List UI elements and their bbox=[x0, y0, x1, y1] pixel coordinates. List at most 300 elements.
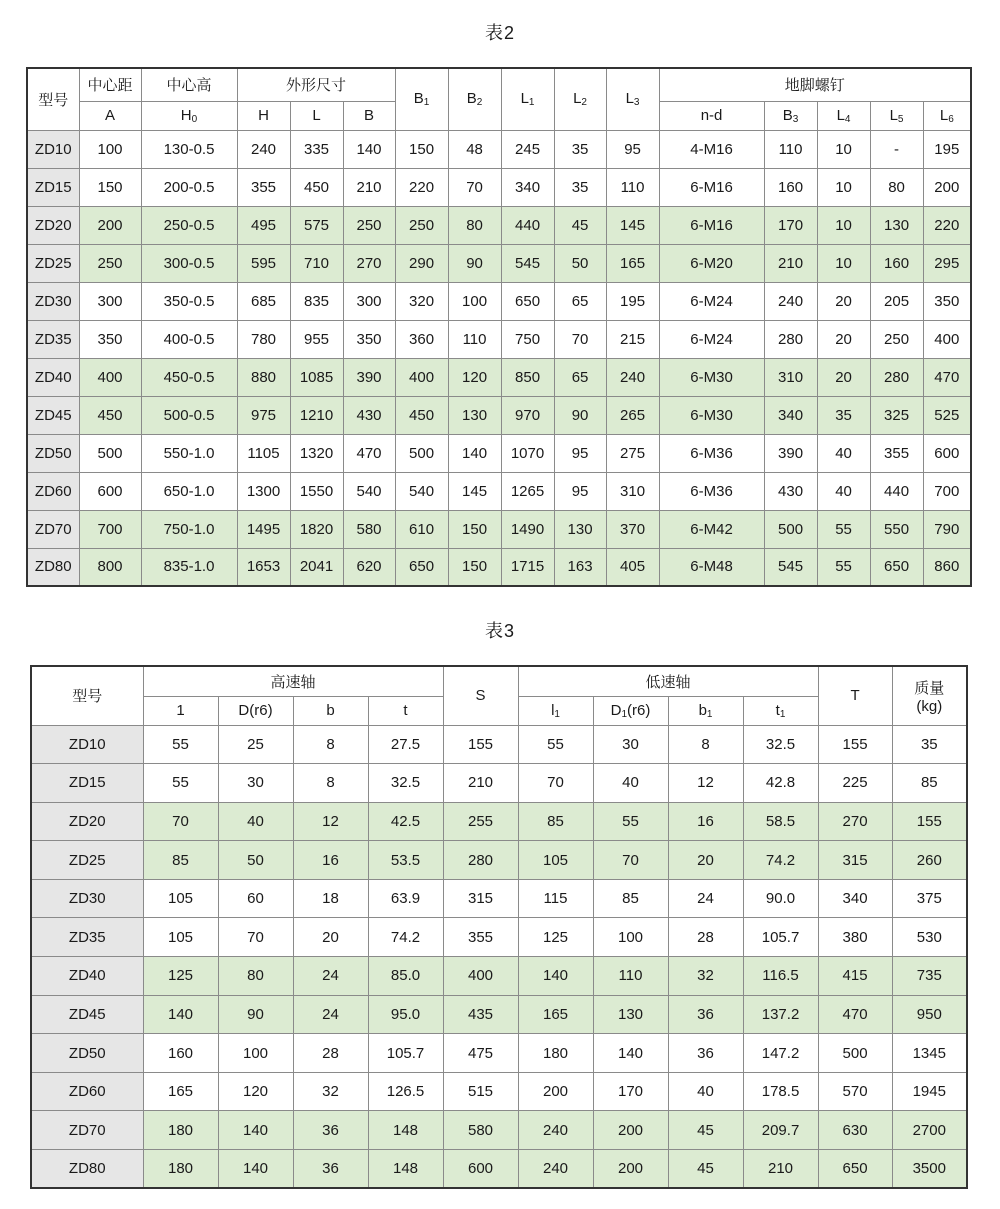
value-cell: 470 bbox=[343, 434, 395, 472]
value-cell: 10 bbox=[817, 130, 870, 168]
value-cell: 50 bbox=[554, 244, 606, 282]
value-cell: - bbox=[870, 130, 923, 168]
value-cell: 450 bbox=[290, 168, 343, 206]
value-cell: 500 bbox=[79, 434, 141, 472]
value-cell: 6-M20 bbox=[659, 244, 764, 282]
value-cell: 40 bbox=[817, 434, 870, 472]
value-cell: 325 bbox=[870, 396, 923, 434]
value-cell: 74.2 bbox=[743, 841, 818, 880]
model-cell: ZD45 bbox=[27, 396, 79, 434]
value-cell: 130 bbox=[593, 995, 668, 1034]
value-cell: 155 bbox=[818, 725, 892, 764]
value-cell: 130 bbox=[870, 206, 923, 244]
value-cell: 28 bbox=[668, 918, 743, 957]
value-cell: 430 bbox=[343, 396, 395, 434]
value-cell: 440 bbox=[870, 472, 923, 510]
table-row bbox=[31, 725, 967, 764]
value-cell: 55 bbox=[518, 725, 593, 764]
value-cell: 580 bbox=[443, 1111, 518, 1150]
value-cell: 155 bbox=[892, 802, 967, 841]
header-high-speed-shaft: 高速轴 bbox=[143, 666, 443, 696]
value-cell: 65 bbox=[554, 282, 606, 320]
table-row bbox=[31, 879, 967, 918]
value-cell: 545 bbox=[501, 244, 554, 282]
value-cell: 32 bbox=[668, 957, 743, 996]
value-cell: 42.5 bbox=[368, 802, 443, 841]
value-cell: 1210 bbox=[290, 396, 343, 434]
value-cell: 300 bbox=[343, 282, 395, 320]
header-b1: $B_1$ bbox=[395, 68, 448, 130]
value-cell: 8 bbox=[293, 764, 368, 803]
model-cell: ZD45 bbox=[31, 995, 143, 1034]
value-cell: 1945 bbox=[892, 1072, 967, 1111]
value-cell: 35 bbox=[817, 396, 870, 434]
value-cell: 55 bbox=[817, 548, 870, 586]
value-cell: 530 bbox=[892, 918, 967, 957]
model-cell: ZD30 bbox=[31, 879, 143, 918]
value-cell: 6-M30 bbox=[659, 396, 764, 434]
value-cell: 225 bbox=[818, 764, 892, 803]
value-cell: 120 bbox=[218, 1072, 293, 1111]
value-cell: 40 bbox=[668, 1072, 743, 1111]
header-b3: $B_3$ bbox=[764, 101, 817, 130]
header-t1: $t_1$ bbox=[743, 696, 818, 725]
value-cell: 80 bbox=[870, 168, 923, 206]
value-cell: 620 bbox=[343, 548, 395, 586]
value-cell: 45 bbox=[554, 206, 606, 244]
value-cell: 130 bbox=[448, 396, 501, 434]
value-cell: 10 bbox=[817, 244, 870, 282]
value-cell: 335 bbox=[290, 130, 343, 168]
value-cell: 650 bbox=[501, 282, 554, 320]
header-l2: $L_2$ bbox=[554, 68, 606, 130]
value-cell: 6-M24 bbox=[659, 282, 764, 320]
value-cell: 3500 bbox=[892, 1150, 967, 1189]
value-cell: 350 bbox=[923, 282, 971, 320]
value-cell: 550 bbox=[870, 510, 923, 548]
value-cell: 85 bbox=[518, 802, 593, 841]
value-cell: 140 bbox=[343, 130, 395, 168]
header-t: t bbox=[368, 696, 443, 725]
value-cell: 600 bbox=[443, 1150, 518, 1189]
value-cell: 310 bbox=[606, 472, 659, 510]
model-cell: ZD40 bbox=[27, 358, 79, 396]
value-cell: 495 bbox=[237, 206, 290, 244]
model-cell: ZD80 bbox=[27, 548, 79, 586]
value-cell: 735 bbox=[892, 957, 967, 996]
value-cell: 430 bbox=[764, 472, 817, 510]
value-cell: 245 bbox=[501, 130, 554, 168]
value-cell: 160 bbox=[870, 244, 923, 282]
value-cell: 63.9 bbox=[368, 879, 443, 918]
table-row bbox=[27, 282, 971, 320]
value-cell: 835-1.0 bbox=[141, 548, 237, 586]
value-cell: 42.8 bbox=[743, 764, 818, 803]
header-b2: $B_2$ bbox=[448, 68, 501, 130]
header-l: 1 bbox=[143, 696, 218, 725]
value-cell: 880 bbox=[237, 358, 290, 396]
value-cell: 340 bbox=[764, 396, 817, 434]
value-cell: 250 bbox=[343, 206, 395, 244]
value-cell: 450 bbox=[79, 396, 141, 434]
value-cell: 280 bbox=[870, 358, 923, 396]
value-cell: 95 bbox=[554, 472, 606, 510]
value-cell: 35 bbox=[554, 168, 606, 206]
value-cell: 140 bbox=[143, 995, 218, 1034]
value-cell: 24 bbox=[293, 957, 368, 996]
table-row bbox=[27, 168, 971, 206]
value-cell: 65 bbox=[554, 358, 606, 396]
value-cell: 32.5 bbox=[743, 725, 818, 764]
value-cell: 70 bbox=[593, 841, 668, 880]
table3-body bbox=[31, 725, 967, 1188]
value-cell: 110 bbox=[593, 957, 668, 996]
value-cell: 1265 bbox=[501, 472, 554, 510]
value-cell: 790 bbox=[923, 510, 971, 548]
value-cell: 750 bbox=[501, 320, 554, 358]
value-cell: 70 bbox=[218, 918, 293, 957]
value-cell: 170 bbox=[593, 1072, 668, 1111]
value-cell: 540 bbox=[395, 472, 448, 510]
value-cell: 50 bbox=[218, 841, 293, 880]
value-cell: 24 bbox=[293, 995, 368, 1034]
value-cell: 150 bbox=[448, 548, 501, 586]
value-cell: 55 bbox=[143, 764, 218, 803]
value-cell: 240 bbox=[764, 282, 817, 320]
value-cell: 6-M36 bbox=[659, 472, 764, 510]
value-cell: 1490 bbox=[501, 510, 554, 548]
value-cell: 140 bbox=[518, 957, 593, 996]
header-d-r6: D(r6) bbox=[218, 696, 293, 725]
model-cell: ZD60 bbox=[31, 1072, 143, 1111]
table-row bbox=[31, 1111, 967, 1150]
value-cell: 205 bbox=[870, 282, 923, 320]
value-cell: 105 bbox=[518, 841, 593, 880]
value-cell: 150 bbox=[448, 510, 501, 548]
value-cell: 110 bbox=[606, 168, 659, 206]
value-cell: 390 bbox=[343, 358, 395, 396]
value-cell: 600 bbox=[79, 472, 141, 510]
model-cell: ZD15 bbox=[31, 764, 143, 803]
value-cell: 116.5 bbox=[743, 957, 818, 996]
value-cell: 125 bbox=[143, 957, 218, 996]
value-cell: 350 bbox=[343, 320, 395, 358]
value-cell: 100 bbox=[79, 130, 141, 168]
value-cell: 58.5 bbox=[743, 802, 818, 841]
value-cell: 8 bbox=[293, 725, 368, 764]
value-cell: 195 bbox=[923, 130, 971, 168]
value-cell: 315 bbox=[443, 879, 518, 918]
value-cell: 1320 bbox=[290, 434, 343, 472]
model-cell: ZD70 bbox=[27, 510, 79, 548]
value-cell: 400-0.5 bbox=[141, 320, 237, 358]
value-cell: 110 bbox=[764, 130, 817, 168]
value-cell: 270 bbox=[818, 802, 892, 841]
value-cell: 178.5 bbox=[743, 1072, 818, 1111]
model-cell: ZD35 bbox=[31, 918, 143, 957]
model-cell: ZD50 bbox=[27, 434, 79, 472]
value-cell: 150 bbox=[395, 130, 448, 168]
table-row bbox=[27, 548, 971, 586]
value-cell: 240 bbox=[518, 1111, 593, 1150]
value-cell: 95 bbox=[554, 434, 606, 472]
value-cell: 70 bbox=[518, 764, 593, 803]
value-cell: 180 bbox=[143, 1150, 218, 1189]
table3-caption: 表3 bbox=[484, 621, 515, 641]
value-cell: 48 bbox=[448, 130, 501, 168]
value-cell: 105.7 bbox=[743, 918, 818, 957]
value-cell: 950 bbox=[892, 995, 967, 1034]
value-cell: 100 bbox=[218, 1034, 293, 1073]
value-cell: 137.2 bbox=[743, 995, 818, 1034]
value-cell: 570 bbox=[818, 1072, 892, 1111]
value-cell: 28 bbox=[293, 1034, 368, 1073]
value-cell: 16 bbox=[293, 841, 368, 880]
value-cell: 360 bbox=[395, 320, 448, 358]
value-cell: 125 bbox=[518, 918, 593, 957]
table-row bbox=[27, 434, 971, 472]
value-cell: 53.5 bbox=[368, 841, 443, 880]
header-l6: $L_6$ bbox=[923, 101, 971, 130]
header-outline-dimensions: 外形尺寸 bbox=[237, 68, 395, 101]
header-center-height: 中心高 bbox=[141, 68, 237, 101]
value-cell: 32.5 bbox=[368, 764, 443, 803]
value-cell: 1653 bbox=[237, 548, 290, 586]
value-cell: 130 bbox=[554, 510, 606, 548]
model-cell: ZD15 bbox=[27, 168, 79, 206]
value-cell: 147.2 bbox=[743, 1034, 818, 1073]
model-cell: ZD25 bbox=[27, 244, 79, 282]
value-cell: 2041 bbox=[290, 548, 343, 586]
value-cell: 630 bbox=[818, 1111, 892, 1150]
value-cell: 180 bbox=[518, 1034, 593, 1073]
value-cell: 105.7 bbox=[368, 1034, 443, 1073]
value-cell: 275 bbox=[606, 434, 659, 472]
value-cell: 120 bbox=[448, 358, 501, 396]
table2-header-row-1 bbox=[27, 68, 971, 101]
value-cell: 250 bbox=[79, 244, 141, 282]
header-h: H bbox=[237, 101, 290, 130]
header-model: 型号 bbox=[27, 68, 79, 130]
value-cell: 160 bbox=[764, 168, 817, 206]
header-l1: $L_1$ bbox=[501, 68, 554, 130]
value-cell: 110 bbox=[448, 320, 501, 358]
value-cell: 210 bbox=[443, 764, 518, 803]
header-anchor-bolt: 地脚螺钉 bbox=[659, 68, 971, 101]
table-row bbox=[31, 957, 967, 996]
value-cell: 36 bbox=[293, 1111, 368, 1150]
value-cell: 255 bbox=[443, 802, 518, 841]
value-cell: 40 bbox=[593, 764, 668, 803]
value-cell: 415 bbox=[818, 957, 892, 996]
table-row bbox=[31, 1150, 967, 1189]
value-cell: 85 bbox=[593, 879, 668, 918]
value-cell: 10 bbox=[817, 206, 870, 244]
value-cell: 250 bbox=[395, 206, 448, 244]
value-cell: 74.2 bbox=[368, 918, 443, 957]
value-cell: 400 bbox=[443, 957, 518, 996]
value-cell: 1550 bbox=[290, 472, 343, 510]
value-cell: 450-0.5 bbox=[141, 358, 237, 396]
dimensions-table bbox=[26, 67, 972, 587]
value-cell: 12 bbox=[668, 764, 743, 803]
value-cell: 1070 bbox=[501, 434, 554, 472]
value-cell: 40 bbox=[817, 472, 870, 510]
header-l: L bbox=[290, 101, 343, 130]
model-cell: ZD70 bbox=[31, 1111, 143, 1150]
value-cell: 580 bbox=[343, 510, 395, 548]
table-row bbox=[31, 918, 967, 957]
value-cell: 215 bbox=[606, 320, 659, 358]
value-cell: 515 bbox=[443, 1072, 518, 1111]
model-cell: ZD30 bbox=[27, 282, 79, 320]
value-cell: 36 bbox=[668, 995, 743, 1034]
value-cell: 85 bbox=[143, 841, 218, 880]
value-cell: 835 bbox=[290, 282, 343, 320]
value-cell: 470 bbox=[923, 358, 971, 396]
value-cell: 6-M48 bbox=[659, 548, 764, 586]
header-l1: $l_1$ bbox=[518, 696, 593, 725]
value-cell: 126.5 bbox=[368, 1072, 443, 1111]
table-row bbox=[27, 244, 971, 282]
value-cell: 36 bbox=[668, 1034, 743, 1073]
value-cell: 650 bbox=[395, 548, 448, 586]
model-cell: ZD35 bbox=[27, 320, 79, 358]
value-cell: 10 bbox=[817, 168, 870, 206]
value-cell: 700 bbox=[923, 472, 971, 510]
value-cell: 100 bbox=[593, 918, 668, 957]
value-cell: 90 bbox=[448, 244, 501, 282]
model-cell: ZD60 bbox=[27, 472, 79, 510]
value-cell: 800 bbox=[79, 548, 141, 586]
value-cell: 400 bbox=[923, 320, 971, 358]
value-cell: 140 bbox=[218, 1150, 293, 1189]
value-cell: 35 bbox=[554, 130, 606, 168]
value-cell: 700 bbox=[79, 510, 141, 548]
header-center-distance: 中心距 bbox=[79, 68, 141, 101]
value-cell: 155 bbox=[443, 725, 518, 764]
value-cell: 2700 bbox=[892, 1111, 967, 1150]
value-cell: 6-M16 bbox=[659, 206, 764, 244]
table-row bbox=[31, 764, 967, 803]
value-cell: 90 bbox=[218, 995, 293, 1034]
value-cell: 20 bbox=[817, 320, 870, 358]
value-cell: 90 bbox=[554, 396, 606, 434]
value-cell: 210 bbox=[764, 244, 817, 282]
value-cell: 55 bbox=[593, 802, 668, 841]
value-cell: 550-1.0 bbox=[141, 434, 237, 472]
header-b: B bbox=[343, 101, 395, 130]
table-row bbox=[31, 1072, 967, 1111]
value-cell: 975 bbox=[237, 396, 290, 434]
value-cell: 18 bbox=[293, 879, 368, 918]
value-cell: 210 bbox=[743, 1150, 818, 1189]
value-cell: 375 bbox=[892, 879, 967, 918]
table-row bbox=[27, 396, 971, 434]
value-cell: 70 bbox=[448, 168, 501, 206]
value-cell: 160 bbox=[143, 1034, 218, 1073]
value-cell: 750-1.0 bbox=[141, 510, 237, 548]
value-cell: 105 bbox=[143, 879, 218, 918]
value-cell: 575 bbox=[290, 206, 343, 244]
value-cell: 40 bbox=[218, 802, 293, 841]
value-cell: 6-M16 bbox=[659, 168, 764, 206]
value-cell: 140 bbox=[593, 1034, 668, 1073]
value-cell: 200 bbox=[518, 1072, 593, 1111]
value-cell: 400 bbox=[395, 358, 448, 396]
value-cell: 260 bbox=[892, 841, 967, 880]
model-cell: ZD40 bbox=[31, 957, 143, 996]
value-cell: 370 bbox=[606, 510, 659, 548]
value-cell: 195 bbox=[606, 282, 659, 320]
value-cell: 355 bbox=[237, 168, 290, 206]
value-cell: 148 bbox=[368, 1150, 443, 1189]
value-cell: 610 bbox=[395, 510, 448, 548]
value-cell: 710 bbox=[290, 244, 343, 282]
value-cell: 6-M42 bbox=[659, 510, 764, 548]
value-cell: 295 bbox=[923, 244, 971, 282]
value-cell: 355 bbox=[443, 918, 518, 957]
value-cell: 300-0.5 bbox=[141, 244, 237, 282]
value-cell: 405 bbox=[606, 548, 659, 586]
value-cell: 145 bbox=[448, 472, 501, 510]
value-cell: 220 bbox=[395, 168, 448, 206]
value-cell: 280 bbox=[443, 841, 518, 880]
value-cell: 12 bbox=[293, 802, 368, 841]
value-cell: 60 bbox=[218, 879, 293, 918]
header-model: 型号 bbox=[31, 666, 143, 725]
value-cell: 210 bbox=[343, 168, 395, 206]
value-cell: 240 bbox=[237, 130, 290, 168]
table-row bbox=[27, 472, 971, 510]
value-cell: 115 bbox=[518, 879, 593, 918]
value-cell: 340 bbox=[818, 879, 892, 918]
value-cell: 540 bbox=[343, 472, 395, 510]
value-cell: 525 bbox=[923, 396, 971, 434]
value-cell: 240 bbox=[518, 1150, 593, 1189]
header-l3: $L_3$ bbox=[606, 68, 659, 130]
value-cell: 1300 bbox=[237, 472, 290, 510]
value-cell: 650 bbox=[818, 1150, 892, 1189]
value-cell: 85 bbox=[892, 764, 967, 803]
value-cell: 500 bbox=[764, 510, 817, 548]
value-cell: 200 bbox=[923, 168, 971, 206]
value-cell: 685 bbox=[237, 282, 290, 320]
value-cell: 20 bbox=[817, 358, 870, 396]
value-cell: 250 bbox=[870, 320, 923, 358]
value-cell: 30 bbox=[593, 725, 668, 764]
value-cell: 650-1.0 bbox=[141, 472, 237, 510]
model-cell: ZD80 bbox=[31, 1150, 143, 1189]
value-cell: 1495 bbox=[237, 510, 290, 548]
value-cell: 400 bbox=[79, 358, 141, 396]
table-row bbox=[27, 130, 971, 168]
value-cell: 240 bbox=[606, 358, 659, 396]
value-cell: 320 bbox=[395, 282, 448, 320]
header-l5: $L_5$ bbox=[870, 101, 923, 130]
value-cell: 440 bbox=[501, 206, 554, 244]
value-cell: 16 bbox=[668, 802, 743, 841]
value-cell: 200 bbox=[79, 206, 141, 244]
value-cell: 200-0.5 bbox=[141, 168, 237, 206]
value-cell: 310 bbox=[764, 358, 817, 396]
value-cell: 6-M30 bbox=[659, 358, 764, 396]
value-cell: 200 bbox=[593, 1150, 668, 1189]
value-cell: 27.5 bbox=[368, 725, 443, 764]
table-row bbox=[31, 995, 967, 1034]
value-cell: 55 bbox=[143, 725, 218, 764]
value-cell: 145 bbox=[606, 206, 659, 244]
